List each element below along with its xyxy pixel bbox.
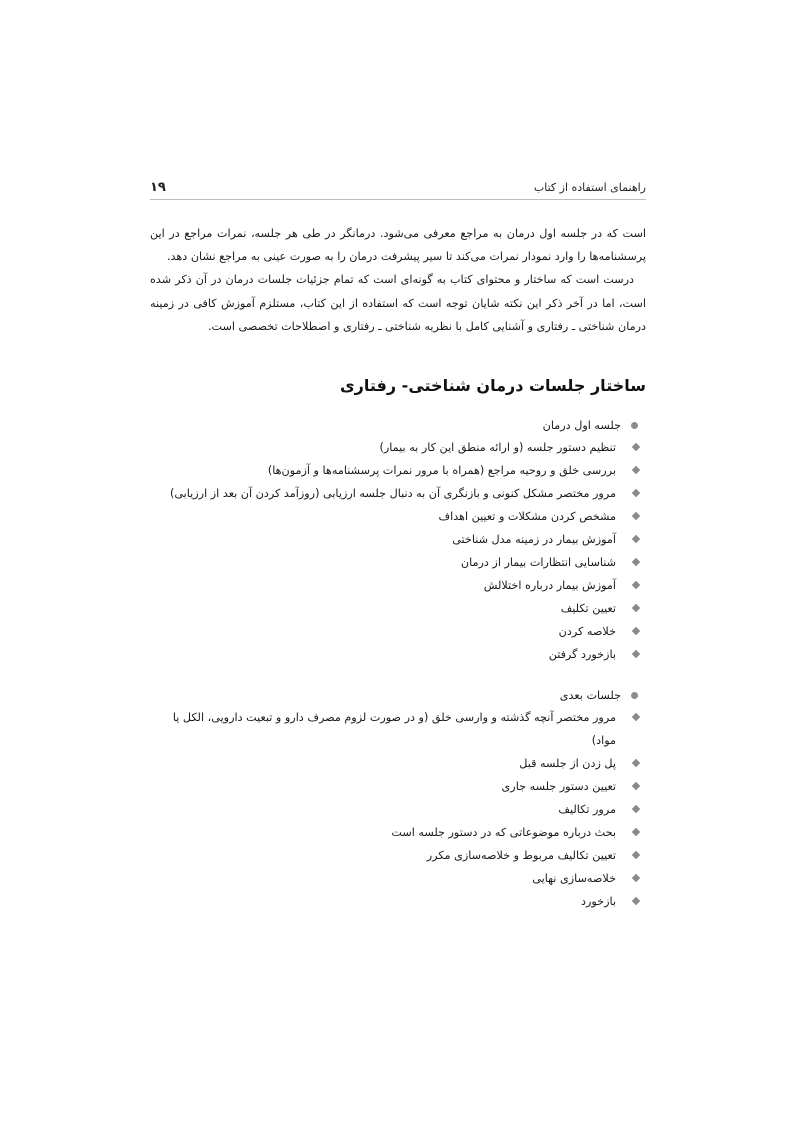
group-label: جلسه اول درمان — [542, 418, 621, 432]
list-item — [150, 821, 646, 844]
list-item-text: خلاصه کردن — [558, 625, 616, 638]
page-number: ۱۹ — [150, 179, 166, 195]
list-item-text: خلاصه‌سازی نهایی — [532, 872, 616, 885]
list-item-text: تعیین تکالیف مربوط و خلاصه‌سازی مکرر — [426, 849, 616, 862]
list-item — [150, 706, 646, 752]
running-header — [150, 178, 646, 196]
list-item — [150, 643, 646, 666]
list-item — [150, 528, 646, 551]
list-item-text: مرور مختصر آنچه گذشته و وارسی خلق (و در صورت لزوم مصرف دارو و تبعیت دارویی، الکل یا مواد) — [172, 711, 616, 747]
diamond-bullet-icon — [632, 581, 640, 589]
list-item-text: بررسی خلق و روحیه مراجع (همراه با مرور نمرات پرسشنامه‌ها و آزمون‌ها) — [267, 464, 616, 477]
list-item-text: مرور مختصر مشکل کنونی و بازنگری آن به دنبال جلسه ارزیابی (روزآمد کردن آن بعد از ارزیابی) — [169, 487, 616, 500]
header-rule — [150, 199, 646, 200]
session-group-first — [150, 414, 646, 666]
list-item — [150, 798, 646, 821]
item-list — [150, 436, 646, 666]
list-item-text: بحث درباره موضوعاتی که در دستور جلسه است — [391, 826, 616, 839]
bullet-dot-icon — [631, 422, 638, 429]
diamond-bullet-icon — [632, 443, 640, 451]
list-item — [150, 436, 646, 459]
bullet-dot-icon — [631, 692, 638, 699]
list-item — [150, 551, 646, 574]
book-page — [150, 0, 646, 1123]
list-item-text: آموزش بیمار درباره اختلالش — [483, 579, 616, 592]
session-group-later — [150, 684, 646, 913]
list-item — [150, 775, 646, 798]
list-item-text: مشخص کردن مشکلات و تعیین اهداف — [438, 510, 616, 523]
diamond-bullet-icon — [632, 828, 640, 836]
diamond-bullet-icon — [632, 851, 640, 859]
diamond-bullet-icon — [632, 627, 640, 635]
diamond-bullet-icon — [632, 782, 640, 790]
list-item — [150, 459, 646, 482]
list-item-text: تعیین تکلیف — [560, 602, 616, 615]
list-item — [150, 505, 646, 528]
intro-text — [150, 222, 646, 338]
group-label: جلسات بعدی — [559, 688, 621, 702]
section-title: ساختار جلسات درمان شناختی- رفتاری — [340, 376, 646, 395]
diamond-bullet-icon — [632, 489, 640, 497]
list-item — [150, 752, 646, 775]
list-item — [150, 867, 646, 890]
diamond-bullet-icon — [632, 512, 640, 520]
intro-paragraph-1: است که در جلسه اول درمان به مراجع معرفی می‌شود. درمانگر در طی هر جلسه، نمرات مراجع در این پرسشنامه‌ها را وارد نمودار نمرات می‌کند تا سیر پیشرفت درمان را به صورت عینی به مراجع نشان دهد. — [150, 227, 646, 264]
intro-paragraph-2: درست است که ساختار و محتوای کتاب به گونه‌ای است که تمام جزئیات جلسات درمان در آن ذکر شده است، اما در آخر ذکر این نکته شایان توجه است که استفاده از این کتاب، مستلزم آموزش کافی در زمینه درمان شناختی ـ رفتاری و آشنایی کامل با نظریه شناختی ـ رفتاری و اصطلاحات تخصصی است. — [150, 273, 646, 333]
diamond-bullet-icon — [632, 535, 640, 543]
item-list — [150, 706, 646, 913]
list-item-text: مرور تکالیف — [558, 803, 616, 816]
diamond-bullet-icon — [632, 897, 640, 905]
list-item-text: بازخورد — [580, 895, 616, 908]
diamond-bullet-icon — [632, 558, 640, 566]
list-item-text: تنظیم دستور جلسه (و ارائه منطق این کار به بیمار) — [379, 441, 616, 454]
group-heading — [150, 684, 646, 706]
group-heading — [150, 414, 646, 436]
diamond-bullet-icon — [632, 650, 640, 658]
list-item-text: شناسایی انتظارات بیمار از درمان — [460, 556, 616, 569]
diamond-bullet-icon — [632, 604, 640, 612]
diamond-bullet-icon — [632, 805, 640, 813]
diamond-bullet-icon — [632, 713, 640, 721]
list-item-text: آموزش بیمار در زمینه مدل شناختی — [452, 533, 616, 546]
diamond-bullet-icon — [632, 759, 640, 767]
list-item — [150, 620, 646, 643]
list-item — [150, 844, 646, 867]
list-item — [150, 890, 646, 913]
list-item — [150, 482, 646, 505]
diamond-bullet-icon — [632, 466, 640, 474]
list-item-text: بازخورد گرفتن — [548, 648, 616, 661]
list-item-text: تعیین دستور جلسه جاری — [501, 780, 616, 793]
list-item-text: پل زدن از جلسه قبل — [519, 757, 616, 770]
diamond-bullet-icon — [632, 874, 640, 882]
list-item — [150, 597, 646, 620]
list-item — [150, 574, 646, 597]
running-title: راهنمای استفاده از کتاب — [533, 180, 646, 194]
